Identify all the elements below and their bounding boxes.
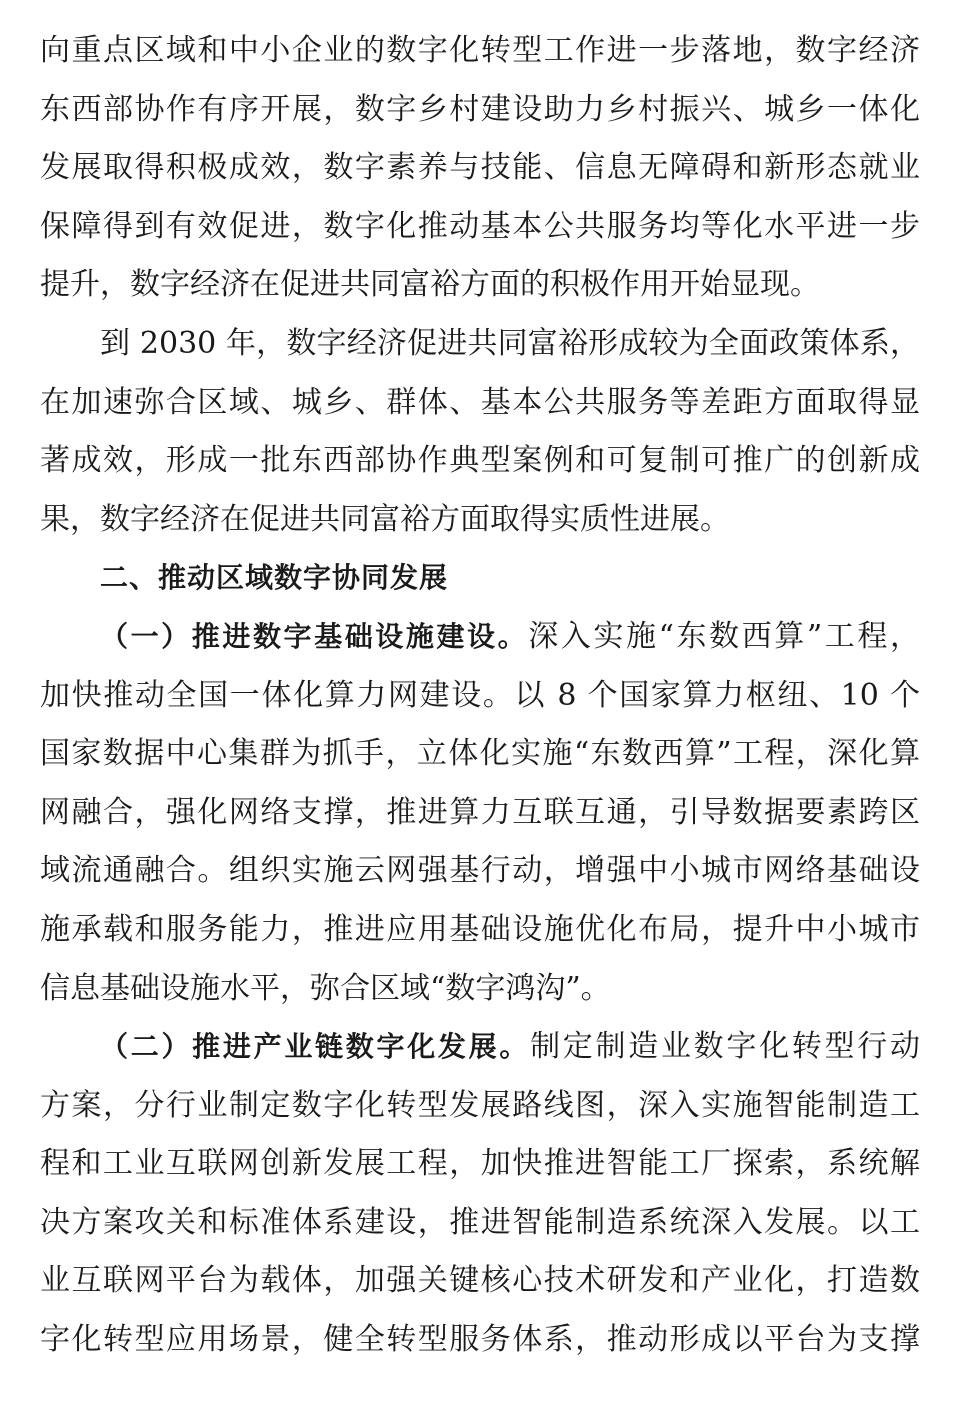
paragraph-line: 加快推动全国一体化算力网建设。以 8 个国家算力枢纽、10 个 <box>40 677 920 713</box>
paragraph-line: 著成效，形成一批东西部协作典型案例和可复制可推广的创新成 <box>40 443 920 479</box>
paragraph-line: 发展取得积极成效，数字素养与技能、信息无障碍和新形态就业 <box>40 150 920 186</box>
section-heading: 二、推动区域数字协同发展 <box>100 561 449 595</box>
paragraph-line: 域流通融合。组织实施云网强基行动，增强中小城市网络基础设 <box>40 853 920 889</box>
paragraph-line: 业互联网平台为载体，加强关键核心技术研发和产业化，打造数 <box>40 1263 920 1299</box>
paragraph-line: 东西部协作有序开展，数字乡村建设助力乡村振兴、城乡一体化 <box>40 91 920 127</box>
paragraph-line: 施承载和服务能力，推进应用基础设施优化布局，提升中小城市 <box>40 911 920 947</box>
paragraph-goals-2025 <box>40 22 920 315</box>
paragraph-line: 方案，分行业制定数字化转型发展路线图，深入实施智能制造工 <box>40 1087 920 1123</box>
subsection-lead: （二）推进产业链数字化发展。 <box>100 1030 531 1064</box>
paragraph-line: 到 2030 年，数字经济促进共同富裕形成较为全面政策体系， <box>100 325 920 361</box>
paragraph-line: 提升，数字经济在促进共同富裕方面的积极作用开始显现。 <box>40 267 820 303</box>
paragraph-first-line <box>40 608 920 667</box>
paragraph-line: 保障得到有效促进，数字化推动基本公共服务均等化水平进一步 <box>40 208 920 244</box>
paragraph-line: 字化转型应用场景，健全转型服务体系，推动形成以平台为支撑 <box>40 1322 920 1358</box>
subsection-lead: （一）推进数字基础设施建设。 <box>100 619 529 653</box>
document-page <box>40 22 920 1370</box>
paragraph-line: 国家数据中心集群为抓手，立体化实施“东数西算”工程，深化算 <box>40 736 920 772</box>
paragraph-industrial-chain <box>40 1018 920 1370</box>
paragraph-goals-2030 <box>40 315 920 549</box>
paragraph-line: 程和工业互联网创新发展工程，加快推进智能工厂探索，系统解 <box>40 1146 920 1182</box>
paragraph-first-line <box>40 1018 920 1077</box>
paragraph-digital-infrastructure <box>40 608 920 1018</box>
paragraph-line: 向重点区域和中小企业的数字化转型工作进一步落地，数字经济 <box>40 33 920 68</box>
paragraph-text: 深入实施“东数西算”工程， <box>528 618 920 654</box>
paragraph-line: 在加速弥合区域、城乡、群体、基本公共服务等差距方面取得显 <box>40 384 920 420</box>
paragraph-line: 信息基础设施水平，弥合区域“数字鸿沟”。 <box>40 970 611 1006</box>
paragraph-line: 决方案攻关和标准体系建设，推进智能制造系统深入发展。以工 <box>40 1204 920 1240</box>
paragraph-line: 网融合，强化网络支撑，推进算力互联互通，引导数据要素跨区 <box>40 794 920 830</box>
paragraph-text: 制定制造业数字化转型行动 <box>530 1029 920 1065</box>
paragraph-line: 果，数字经济在促进共同富裕方面取得实质性进展。 <box>40 501 730 537</box>
